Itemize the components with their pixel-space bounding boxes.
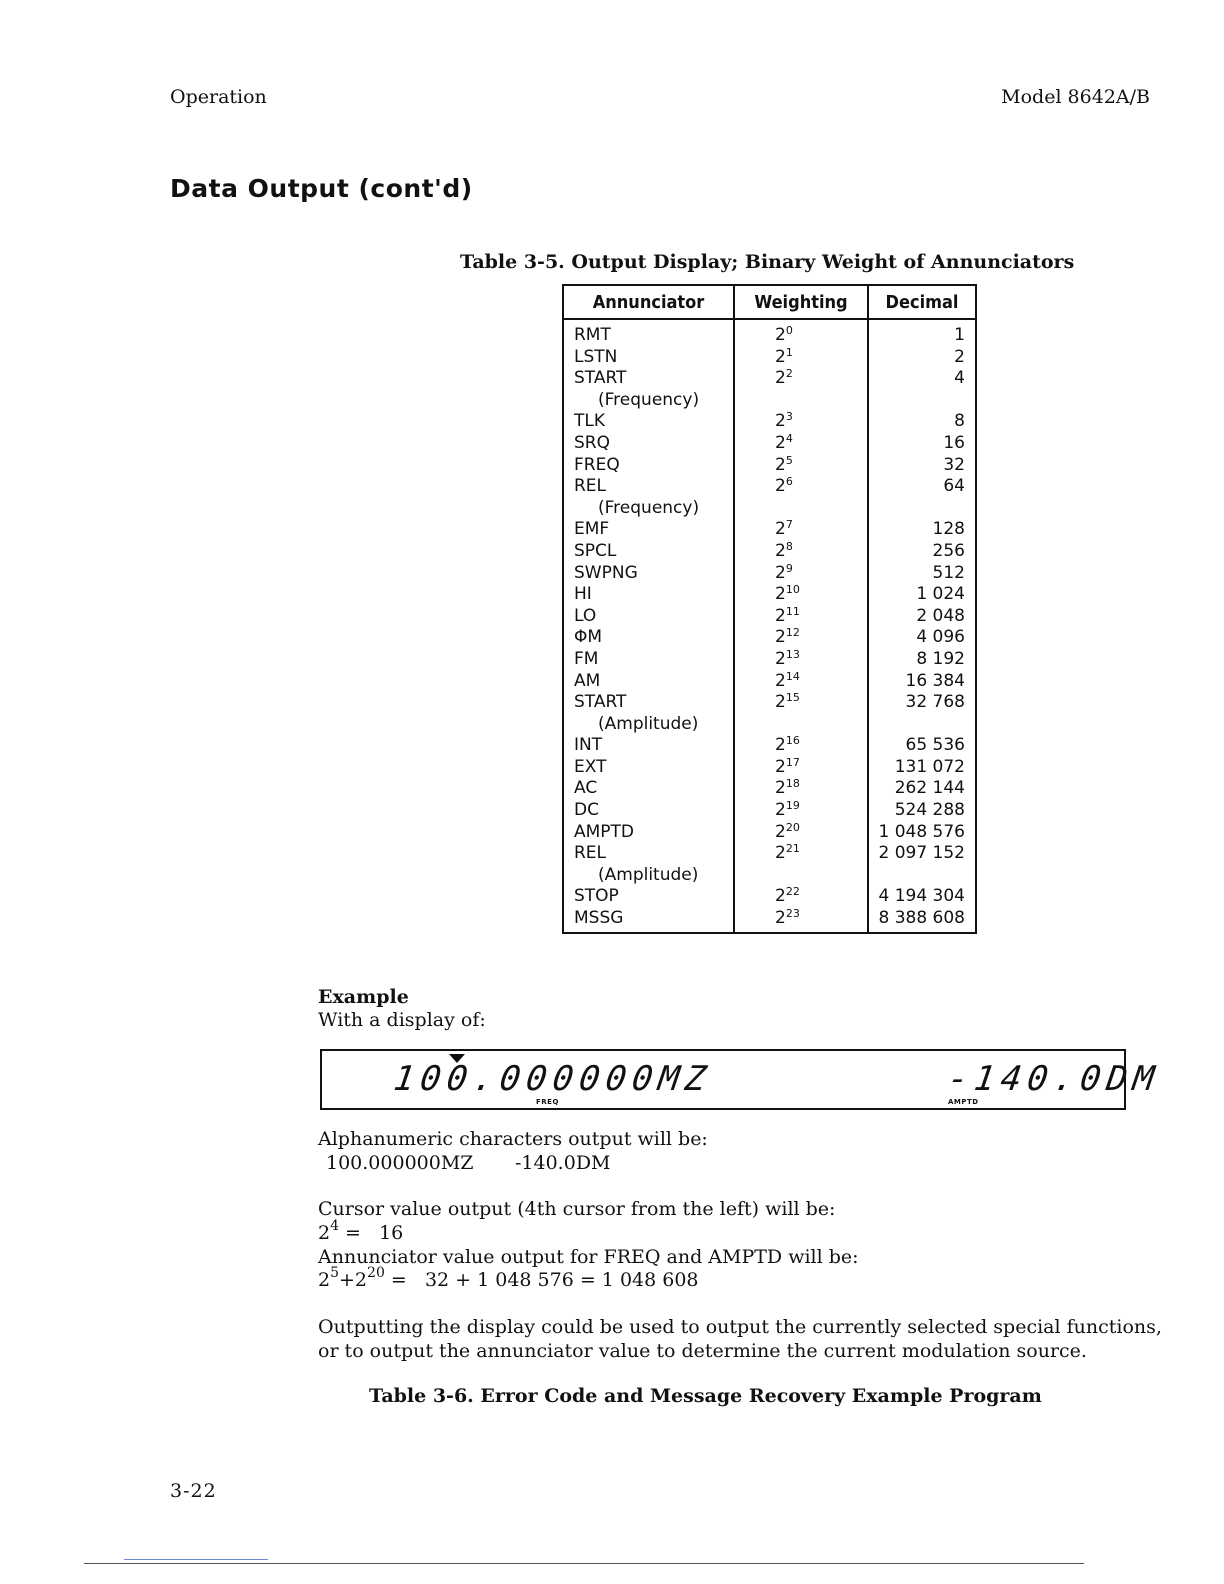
annunciator-decimal: 512 [868, 563, 976, 585]
annunciator-decimal: 32 [868, 455, 976, 477]
annunciator-name: EMF [563, 519, 734, 541]
header-model-label: Model 8642A/B [1001, 86, 1150, 108]
table-row [563, 519, 976, 541]
weight-base: 2 [775, 627, 786, 648]
annunciator-name: AM [563, 671, 734, 693]
annunciator-decimal [868, 390, 976, 412]
annunciator-name: LO [563, 606, 734, 628]
annunciator-weighting [734, 714, 868, 736]
weight-base: 2 [775, 476, 786, 497]
footer-accent-line [124, 1559, 268, 1560]
weight-base: 2 [775, 454, 786, 475]
weight-exponent: 19 [785, 799, 800, 813]
annunciator-output-equation [318, 1265, 699, 1292]
weight-base: 2 [775, 605, 786, 626]
table-row [563, 455, 976, 477]
amptd-annunciator: AMPTD [948, 1098, 979, 1106]
weight-base: 2 [775, 432, 786, 453]
table-row [563, 433, 976, 455]
annunciator-weighting [734, 843, 868, 865]
weight-base: 2 [775, 562, 786, 583]
ann-eq-exp1: 5 [330, 1265, 340, 1281]
annunciator-name: LSTN [563, 347, 734, 369]
annunciator-weighting [734, 908, 868, 933]
table-row [563, 822, 976, 844]
annunciator-output-label: Annunciator value output for FREQ and AMPTD will be: [318, 1246, 859, 1268]
table-header-row [563, 285, 976, 319]
column-header-weighting: Weighting [734, 285, 868, 319]
ann-eq-base: 2 [318, 1269, 331, 1291]
annunciator-weighting [734, 627, 868, 649]
weight-base: 2 [775, 800, 786, 821]
annunciator-weighting [734, 800, 868, 822]
annunciator-weighting [734, 692, 868, 714]
annunciator-name: (Frequency) [563, 498, 734, 520]
weight-exponent: 14 [785, 669, 800, 683]
weight-base: 2 [775, 843, 786, 864]
weight-exponent: 18 [785, 777, 800, 791]
annunciator-decimal [868, 865, 976, 887]
footer-rule [84, 1563, 1084, 1564]
weight-exponent: 15 [785, 691, 800, 705]
annunciator-name: REL [563, 476, 734, 498]
annunciator-name: FREQ [563, 455, 734, 477]
body-paragraph: Outputting the display could be used to output the currently selected special functions, or to output the annunciator value to determine the current modulation source. [318, 1316, 1162, 1362]
ann-eq-exp2: 20 [367, 1265, 385, 1281]
annunciator-name: AMPTD [563, 822, 734, 844]
annunciator-name: FM [563, 649, 734, 671]
annunciator-weighting [734, 886, 868, 908]
weight-exponent: 5 [785, 453, 793, 467]
annunciator-decimal: 8 [868, 411, 976, 433]
weight-exponent: 16 [785, 734, 800, 748]
annunciator-decimal: 2 [868, 347, 976, 369]
annunciator-decimal: 2 097 152 [868, 843, 976, 865]
annunciator-name: SWPNG [563, 563, 734, 585]
table-row-qualifier [563, 498, 976, 520]
annunciator-weighting [734, 368, 868, 390]
weight-exponent: 23 [785, 907, 800, 921]
annunciator-decimal: 65 536 [868, 735, 976, 757]
weight-exponent: 17 [785, 755, 800, 769]
table-row [563, 800, 976, 822]
annunciator-weighting [734, 455, 868, 477]
annunciator-decimal: 262 144 [868, 778, 976, 800]
annunciator-name: INT [563, 735, 734, 757]
weight-base: 2 [775, 584, 786, 605]
annunciator-weighting [734, 433, 868, 455]
weight-base: 2 [775, 648, 786, 669]
annunciator-weighting [734, 584, 868, 606]
annunciator-decimal: 64 [868, 476, 976, 498]
annunciator-decimal: 4 194 304 [868, 886, 976, 908]
annunciator-name: START [563, 692, 734, 714]
annunciator-decimal: 4 [868, 368, 976, 390]
cursor-eq-rest: = 16 [339, 1222, 404, 1244]
weight-base: 2 [775, 368, 786, 389]
column-header-decimal: Decimal [868, 285, 976, 319]
annunciator-weighting [734, 778, 868, 800]
weight-exponent: 0 [785, 324, 793, 337]
table-row [563, 671, 976, 693]
annunciator-weighting [734, 347, 868, 369]
table-row [563, 606, 976, 628]
annunciator-weighting [734, 757, 868, 779]
weight-exponent: 3 [785, 410, 793, 424]
annunciator-decimal [868, 714, 976, 736]
table-row-qualifier [563, 714, 976, 736]
annunciator-weighting [734, 390, 868, 412]
annunciator-decimal: 8 192 [868, 649, 976, 671]
weight-base: 2 [775, 519, 786, 540]
cursor-eq-exp: 4 [330, 1218, 340, 1234]
weight-base: 2 [775, 325, 786, 345]
weight-exponent: 11 [785, 604, 800, 618]
annunciator-decimal: 16 [868, 433, 976, 455]
annunciator-name: AC [563, 778, 734, 800]
table-row [563, 319, 976, 347]
annunciator-weighting [734, 822, 868, 844]
table-row [563, 347, 976, 369]
alpha-output-frequency: 100.000000MZ [326, 1152, 474, 1174]
table-row-qualifier [563, 390, 976, 412]
weight-base: 2 [775, 346, 786, 367]
annunciator-decimal: 128 [868, 519, 976, 541]
weight-exponent: 6 [785, 475, 793, 489]
table-row [563, 541, 976, 563]
annunciator-name: TLK [563, 411, 734, 433]
weight-exponent: 1 [785, 345, 793, 359]
annunciator-name: REL [563, 843, 734, 865]
annunciator-decimal: 1 048 576 [868, 822, 976, 844]
annunciator-name: DC [563, 800, 734, 822]
freq-annunciator: FREQ [536, 1098, 559, 1106]
weight-exponent: 4 [785, 431, 793, 445]
alpha-output-label: Alphanumeric characters output will be: [318, 1128, 708, 1150]
annunciator-decimal: 2 048 [868, 606, 976, 628]
table-row [563, 778, 976, 800]
annunciator-decimal: 524 288 [868, 800, 976, 822]
annunciator-weighting [734, 735, 868, 757]
annunciator-weighting [734, 541, 868, 563]
ann-eq-plus: +2 [339, 1269, 368, 1291]
example-intro: With a display of: [318, 1009, 486, 1031]
instrument-display-panel [320, 1049, 1163, 1110]
table-body [563, 319, 976, 933]
page-number: 3-22 [170, 1480, 217, 1502]
weight-exponent: 2 [785, 367, 793, 381]
weight-base: 2 [775, 886, 786, 907]
table-row [563, 886, 976, 908]
annunciator-table [562, 284, 977, 934]
weight-base: 2 [775, 692, 786, 713]
annunciator-name: HI [563, 584, 734, 606]
table-row [563, 735, 976, 757]
weight-exponent: 20 [785, 820, 800, 834]
annunciator-weighting [734, 563, 868, 585]
section-title: Data Output (cont'd) [170, 174, 473, 203]
annunciator-weighting [734, 498, 868, 520]
table-row [563, 476, 976, 498]
table-row [563, 411, 976, 433]
annunciator-weighting [734, 606, 868, 628]
weight-exponent: 21 [785, 842, 800, 856]
annunciator-name: SPCL [563, 541, 734, 563]
table-caption: Table 3-5. Output Display; Binary Weight of Annunciators [460, 251, 1075, 273]
table-row [563, 908, 976, 933]
annunciator-name: (Amplitude) [563, 714, 734, 736]
amplitude-readout: -140.0DM [945, 1059, 1163, 1099]
ann-eq-rest: = 32 + 1 048 576 = 1 048 608 [384, 1269, 699, 1291]
example-heading: Example [318, 986, 409, 1008]
table-row [563, 563, 976, 585]
weight-exponent: 10 [785, 583, 800, 597]
weight-exponent: 8 [785, 539, 793, 553]
weight-exponent: 22 [785, 885, 800, 899]
table-row [563, 692, 976, 714]
column-header-annunciator: Annunciator [563, 285, 734, 319]
table-row [563, 649, 976, 671]
annunciator-name: (Amplitude) [563, 865, 734, 887]
annunciator-decimal: 1 024 [868, 584, 976, 606]
annunciator-name: SRQ [563, 433, 734, 455]
annunciator-decimal: 4 096 [868, 627, 976, 649]
cursor-output-label: Cursor value output (4th cursor from the left) will be: [318, 1198, 836, 1220]
weight-base: 2 [775, 411, 786, 432]
table-row [563, 368, 976, 390]
weight-base: 2 [775, 540, 786, 561]
annunciator-name: MSSG [563, 908, 734, 933]
cursor-eq-base: 2 [318, 1222, 331, 1244]
cursor-output-equation [318, 1218, 404, 1245]
table-row [563, 843, 976, 865]
annunciator-name: ΦM [563, 627, 734, 649]
weight-exponent: 12 [785, 626, 800, 640]
annunciator-name: STOP [563, 886, 734, 908]
annunciator-decimal [868, 498, 976, 520]
table-row [563, 757, 976, 779]
annunciator-name: START [563, 368, 734, 390]
annunciator-name: RMT [563, 319, 734, 347]
table-row [563, 627, 976, 649]
frequency-readout: 100.000000MZ [391, 1059, 715, 1099]
annunciator-decimal: 131 072 [868, 757, 976, 779]
annunciator-weighting [734, 865, 868, 887]
annunciator-name: EXT [563, 757, 734, 779]
weight-exponent: 13 [785, 647, 800, 661]
annunciator-weighting [734, 519, 868, 541]
annunciator-decimal: 16 384 [868, 671, 976, 693]
weight-base: 2 [775, 778, 786, 799]
annunciator-name: (Frequency) [563, 390, 734, 412]
next-table-caption: Table 3-6. Error Code and Message Recovery Example Program [369, 1385, 1042, 1407]
weight-base: 2 [775, 670, 786, 691]
annunciator-decimal: 1 [868, 319, 976, 347]
weight-exponent: 9 [785, 561, 793, 575]
annunciator-decimal: 8 388 608 [868, 908, 976, 933]
weight-base: 2 [775, 821, 786, 842]
weight-exponent: 7 [785, 518, 793, 532]
weight-base: 2 [775, 756, 786, 777]
table-row-qualifier [563, 865, 976, 887]
table-row [563, 584, 976, 606]
annunciator-weighting [734, 671, 868, 693]
alpha-output-amplitude: -140.0DM [515, 1152, 611, 1174]
weight-base: 2 [775, 908, 786, 929]
header-section-label: Operation [170, 86, 267, 108]
annunciator-decimal: 32 768 [868, 692, 976, 714]
annunciator-weighting [734, 411, 868, 433]
annunciator-weighting [734, 319, 868, 347]
annunciator-decimal: 256 [868, 541, 976, 563]
annunciator-weighting [734, 649, 868, 671]
annunciator-weighting [734, 476, 868, 498]
weight-base: 2 [775, 735, 786, 756]
